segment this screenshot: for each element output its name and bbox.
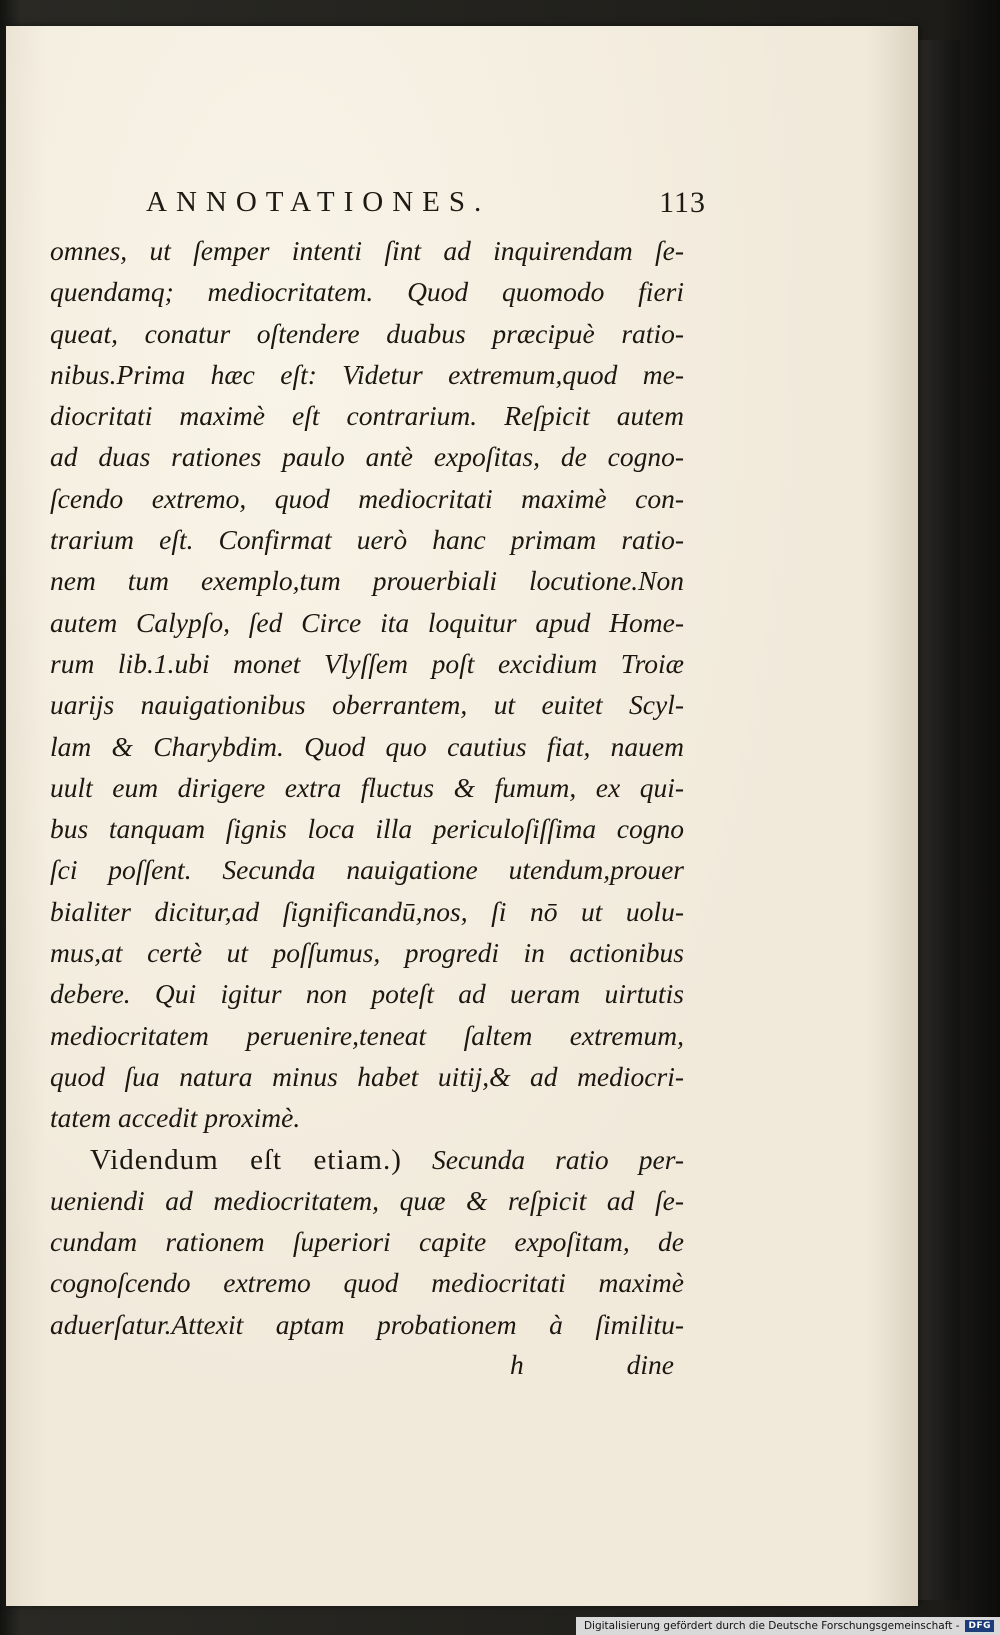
text-line: mus,at certè ut poſſumus, progredi in actionibus (50, 937, 684, 969)
text-line: quod ſua natura minus habet uitij,& ad mediocri- (50, 1060, 684, 1092)
text-line: trarium eſt. Confirmat uerò hanc primam ratio- (50, 524, 684, 556)
page-header (146, 186, 706, 226)
book-edge (918, 40, 960, 1600)
text-line: nem tum exemplo,tum prouerbiali locutione.Non (50, 565, 684, 597)
text-line: omnes, ut ſemper intenti ſint ad inquirendam ſe- (50, 235, 684, 266)
lemma-text: Secunda ratio per- (401, 1143, 684, 1175)
text-line: ſcendo extremo, quod mediocritati maximè con- (50, 482, 684, 514)
text-line: cundam rationem ſuperiori capite expoſitam, de (50, 1226, 684, 1258)
folio-number: 113 (659, 186, 706, 219)
catchword: dine (626, 1349, 674, 1380)
text-line: autem Calypſo, ſed Circe ita loquitur apud Home- (50, 606, 684, 638)
text-line: nibus.Prima hæc eſt: Videtur extremum,quod me- (50, 358, 684, 390)
running-title: ANNOTATIONES. (146, 186, 491, 218)
text-line: quendamq; mediocritatem. Quod quomodo fieri (50, 276, 684, 308)
text-line: rum lib.1.ubi monet Vlyſſem poſt excidium Troiæ (50, 647, 684, 679)
catchline (50, 1344, 684, 1385)
signature-mark: h (510, 1349, 524, 1380)
text-line: diocritati maximè eſt contrarium. Reſpicit autem (50, 400, 684, 432)
text-line: uult eum dirigere extra fluctus & fumum, ex qui- (50, 771, 684, 803)
text-line: aduerſatur.Attexit aptam probationem à ſimilitu- (50, 1308, 684, 1340)
text-line: debere. Qui igitur non poteſt ad ueram uirtutis (50, 978, 684, 1010)
text-line: bus tanquam ſignis loca illa periculoſiſſima cogno (50, 813, 684, 845)
text-line: ſci poſſent. Secunda nauigatione utendum,prouer (50, 854, 684, 886)
text-line: ad duas rationes paulo antè expoſitas, de cogno- (50, 441, 684, 473)
digitization-footer (576, 1617, 1000, 1635)
dfg-logo: DFG (965, 1620, 994, 1632)
text-block (50, 230, 684, 1345)
funding-credit: Digitalisierung gefördert durch die Deutsche Forschungsgemeinschaft - (583, 1620, 960, 1632)
text-line: queat, conatur oſtendere duabus præcipuè ratio- (50, 317, 684, 349)
text-line: mediocritatem peruenire,teneat ſaltem extremum, (50, 1019, 684, 1051)
text-line: ueniendi ad mediocritatem, quæ & reſpicit ad ſe- (50, 1184, 684, 1216)
book-page (6, 26, 918, 1606)
lemma-line (50, 1139, 684, 1180)
text-line: uarijs nauigationibus oberrantem, ut euitet Scyl- (50, 689, 684, 721)
lemma-heading: Videndum eſt etiam.) (90, 1143, 402, 1176)
text-line: bialiter dicitur,ad ſignificandū,nos, ſi nō ut uolu- (50, 895, 684, 927)
text-line: cognoſcendo extremo quod mediocritati maximè (50, 1267, 684, 1299)
text-line: lam & Charybdim. Quod quo cautius fiat, nauem (50, 730, 684, 762)
text-line: tatem accedit proximè. (50, 1102, 301, 1134)
